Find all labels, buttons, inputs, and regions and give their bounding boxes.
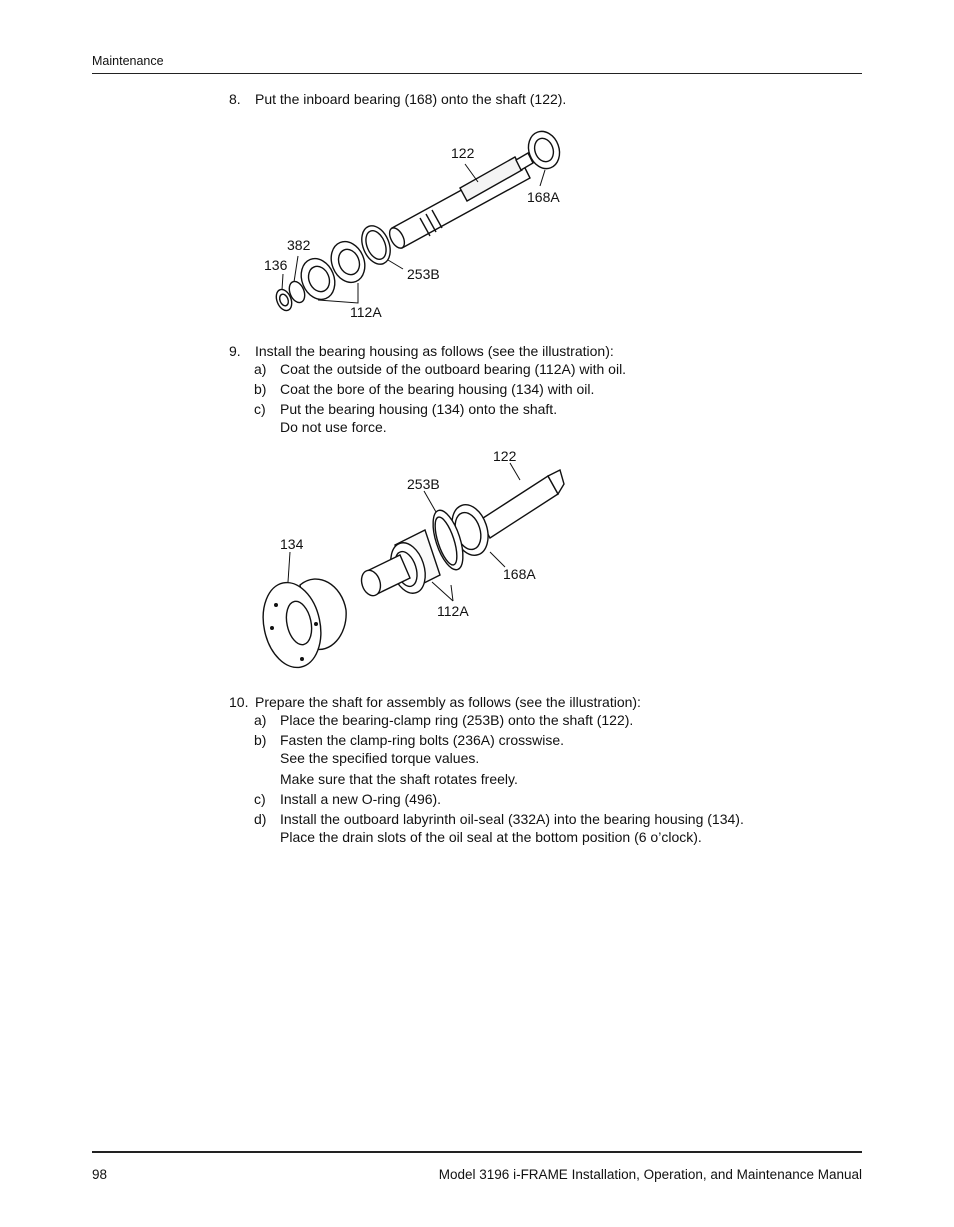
step-number: 8. bbox=[229, 91, 241, 107]
substep-9c bbox=[254, 400, 557, 418]
substep-text: Fasten the clamp-ring bolts (236A) crosswise. bbox=[280, 732, 564, 748]
substep-10b-note-1: See the specified torque values. bbox=[280, 750, 480, 766]
step-number: 10. bbox=[229, 694, 249, 710]
substep-letter: d) bbox=[254, 811, 267, 827]
label-112A: 112A bbox=[350, 304, 382, 320]
label-253B: 253B bbox=[407, 266, 440, 282]
label-134: 134 bbox=[280, 536, 304, 552]
substep-text: Coat the outside of the outboard bearing (112A) with oil. bbox=[280, 361, 627, 377]
label-122: 122 bbox=[493, 448, 517, 464]
substep-10b-note-2: Make sure that the shaft rotates freely. bbox=[280, 771, 518, 787]
substep-10b bbox=[254, 731, 564, 749]
label-382: 382 bbox=[287, 237, 311, 253]
label-168A: 168A bbox=[503, 566, 536, 582]
label-122: 122 bbox=[451, 145, 475, 161]
step-text: Prepare the shaft for assembly as follows (see the illustration): bbox=[255, 694, 641, 710]
substep-9c-note: Do not use force. bbox=[280, 419, 387, 435]
running-header: Maintenance bbox=[92, 54, 164, 68]
page-number: 98 bbox=[92, 1167, 108, 1182]
substep-letter: a) bbox=[254, 712, 267, 728]
substep-letter: c) bbox=[254, 401, 266, 417]
substep-10c bbox=[254, 790, 441, 808]
substep-9a bbox=[254, 360, 626, 378]
substep-text: Coat the bore of the bearing housing (134) with oil. bbox=[280, 381, 595, 397]
substep-letter: a) bbox=[254, 361, 267, 377]
label-253B: 253B bbox=[407, 476, 440, 492]
substep-letter: b) bbox=[254, 381, 267, 397]
manual-title: Model 3196 i-FRAME Installation, Operation, and Maintenance Manual bbox=[438, 1167, 862, 1182]
label-136: 136 bbox=[264, 257, 288, 273]
footer-divider bbox=[92, 1151, 862, 1153]
substep-10a bbox=[254, 711, 633, 729]
substep-letter: b) bbox=[254, 732, 267, 748]
figure-shaft-exploded bbox=[250, 125, 580, 325]
header-divider bbox=[92, 73, 862, 74]
step-number: 9. bbox=[229, 343, 241, 359]
substep-text: Put the bearing housing (134) onto the shaft. bbox=[280, 401, 558, 417]
substep-text: Place the bearing-clamp ring (253B) onto the shaft (122). bbox=[280, 712, 634, 728]
substep-letter: c) bbox=[254, 791, 266, 807]
step-text: Put the inboard bearing (168) onto the shaft (122). bbox=[255, 91, 567, 107]
substep-text: Install the outboard labyrinth oil-seal (332A) into the bearing housing (134). bbox=[280, 811, 744, 827]
label-112A: 112A bbox=[437, 603, 469, 619]
step-text: Install the bearing housing as follows (see the illustration): bbox=[255, 343, 614, 359]
substep-10d-note: Place the drain slots of the oil seal at the bottom position (6 o’clock). bbox=[280, 829, 702, 845]
substep-9b bbox=[254, 380, 594, 398]
substep-10d bbox=[254, 810, 744, 828]
step-9 bbox=[229, 342, 614, 360]
step-10 bbox=[229, 693, 641, 711]
figure-housing-assembly bbox=[255, 440, 575, 675]
label-168A: 168A bbox=[527, 189, 560, 205]
step-8 bbox=[229, 90, 566, 108]
substep-text: Install a new O-ring (496). bbox=[280, 791, 442, 807]
